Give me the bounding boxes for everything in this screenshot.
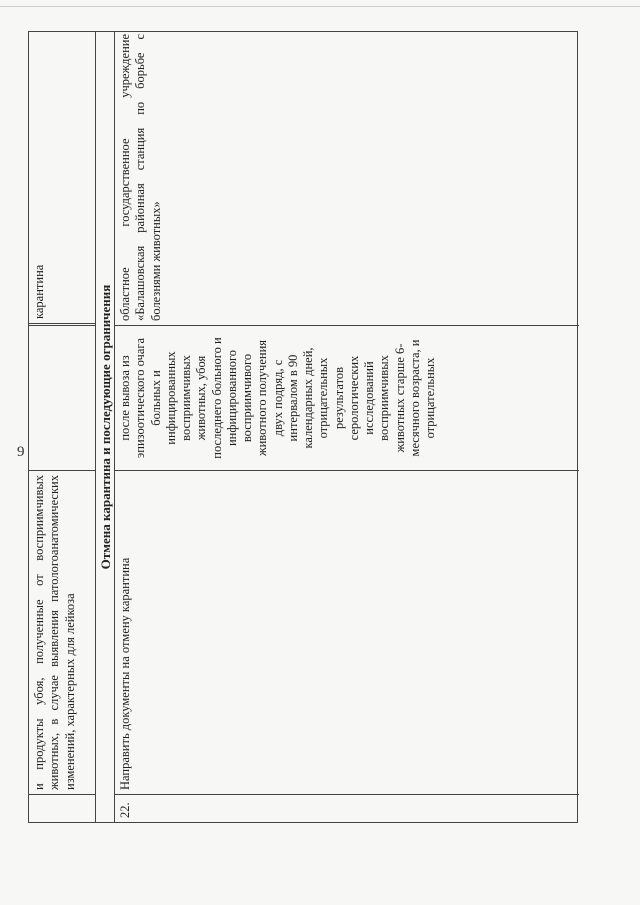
action-cell: и продукты убоя, полученные от восприимчивых животных, в случае выявления патологоанатомических изменений, характерных для лейкоза — [29, 471, 95, 795]
table-row-continuation — [29, 32, 96, 822]
term-cell — [29, 326, 95, 471]
plan-table — [28, 31, 578, 823]
scan-edge-line — [0, 6, 640, 7]
action-cell: Направить документы на отмену карантина — [115, 471, 579, 795]
row-number-cell — [29, 795, 95, 822]
table-row-22 — [115, 32, 579, 822]
term-cell: после вывоза из эпизоотического очага больных и инфицированных восприимчивых животных, убоя последнего больного и инфицированного восприимчивого животного получения двух подряд, с интервалом в 90 календарных дней, отрицательных результатов серологических исследований восприимчивых животных старше 6-месячного возраста, и отрицательных — [115, 326, 579, 471]
rotated-page-area — [28, 31, 578, 823]
page-number: 9 — [17, 444, 25, 460]
executor-cell: карантина — [29, 30, 95, 326]
row-number-cell: 22. — [118, 802, 132, 818]
executor-cell: областное государственное учреждение «Балашовская районная станция по борьбе с болезнями животных» — [115, 30, 579, 326]
section-heading: Отмена карантина и последующие ограничения — [96, 32, 115, 822]
